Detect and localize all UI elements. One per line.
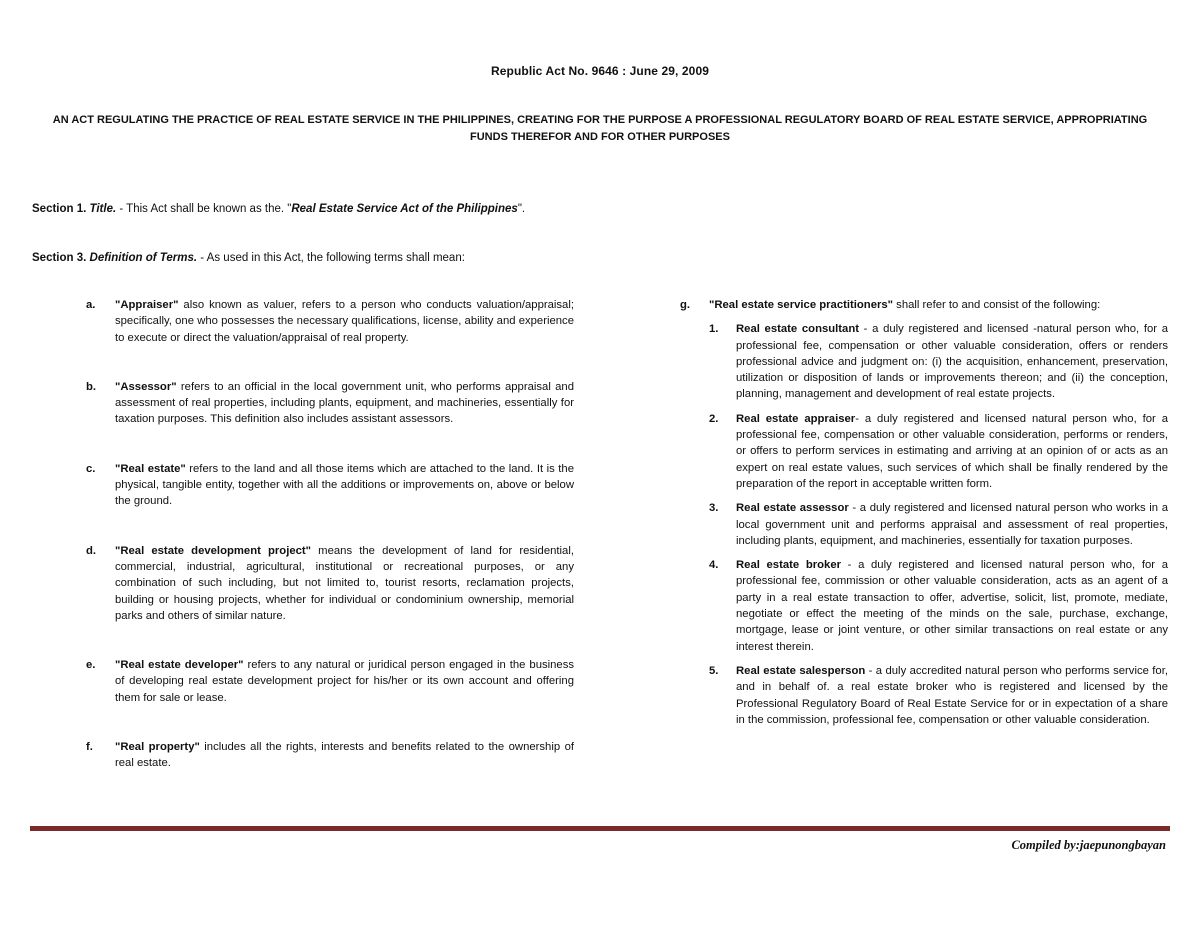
definition-term: "Real estate service practitioners" xyxy=(709,299,894,311)
item-marker: a. xyxy=(86,299,96,311)
practitioner-term: Real estate broker xyxy=(736,559,841,572)
definitions-left-column xyxy=(86,297,574,772)
definitions-right-column xyxy=(680,297,1168,736)
section-3 xyxy=(32,250,465,266)
practitioner-text: - a duly registered and licensed -natural person who, for a professional fee, compensation or other valuable consideration, offers or renders professional advice and judgment on: (i) the acquisition, enhancement, preservation, utilization or disposition of lands or improvements thereon; and (ii) the conception, planning, management and development of real estate projects. xyxy=(736,323,1168,401)
footer-divider xyxy=(30,826,1170,831)
practitioner-number: 1. xyxy=(709,323,719,336)
definition-item xyxy=(86,461,574,510)
definition-item xyxy=(86,543,574,624)
section-1-heading: Title. xyxy=(89,203,117,215)
section-3-text: - As used in this Act, the following terms shall mean: xyxy=(197,252,465,264)
practitioners-list xyxy=(709,321,1168,728)
definition-item xyxy=(680,297,1168,728)
section-3-heading: Definition of Terms. xyxy=(89,252,198,264)
practitioner-item xyxy=(709,663,1168,728)
practitioner-number: 3. xyxy=(709,502,719,515)
definition-text: shall refer to and consist of the following: xyxy=(893,299,1101,311)
item-marker: c. xyxy=(86,462,96,475)
definition-term: "Real estate" xyxy=(115,462,186,475)
practitioner-text: - a duly registered and licensed natural person who, for a professional fee, commission or other valuable consideration, acts as an agent of a party in a real estate transaction to offer, advertise, solicit, list, promote, mediate, negotiate or effect the meeting of the minds on the sale, purchase, exchange, mortgage, lease or joint venture, or other similar transactions on real estate or any interest therein. xyxy=(736,559,1168,653)
definition-text: includes all the rights, interests and benefits related to the ownership of real estate. xyxy=(115,741,574,770)
section-1 xyxy=(32,201,525,217)
definition-item xyxy=(86,739,574,772)
definition-term: "Real estate developer" xyxy=(115,659,244,672)
practitioner-number: 2. xyxy=(709,412,719,425)
document-title: Republic Act No. 9646 : June 29, 2009 xyxy=(490,64,709,78)
practitioner-number: 5. xyxy=(709,664,719,677)
definition-item xyxy=(86,297,574,346)
item-marker: f. xyxy=(86,741,93,754)
section-1-text-before: - This Act shall be known as the. " xyxy=(116,203,292,215)
practitioner-text: - a duly registered and licensed natural person who works in a local government unit and performs appraisal and assessment of real properties, including plants, equipment, and machineries, essentially for taxation purposes. xyxy=(736,502,1168,547)
definition-term: "Real estate development project" xyxy=(115,544,312,557)
practitioner-item xyxy=(709,557,1168,655)
item-marker: d. xyxy=(86,544,97,557)
definition-item xyxy=(86,379,574,428)
definition-text: refers to an official in the local government unit, who performs appraisal and assessment of real properties, including plants, equipment, and machineries, essentially for taxation purposes. This definition also includes assistant assessors. xyxy=(115,380,574,426)
practitioner-term: Real estate salesperson xyxy=(736,664,866,677)
compiled-by-credit: Compiled by:jaepunongbayan xyxy=(1011,838,1166,852)
item-marker: g. xyxy=(680,299,691,311)
item-marker: e. xyxy=(86,659,96,672)
definition-text: means the development of land for residential, commercial, industrial, agricultural, institutional or recreational purposes, or any combination of such including, but not limited to, tourist resorts, reclamation projects, building or housing projects, whether for individual or condominium ownership, memorial parks and others of similar nature. xyxy=(115,544,574,622)
section-1-text-after: ". xyxy=(517,203,526,215)
item-marker: b. xyxy=(86,380,97,393)
practitioner-number: 4. xyxy=(709,559,719,572)
practitioner-item xyxy=(709,411,1168,492)
practitioner-text: - a duly registered and licensed natural person who, for a professional fee, compensation or other valuable consideration, performs or renders, or offers to perform services in estimating and arriving at an opinion of or acts as an expert on real estate values, such services of which shall be finally rendered by the preparation of the report in acceptable written form. xyxy=(736,412,1168,490)
definition-text: refers to the land and all those items which are attached to the land. It is the physical, tangible entity, together with all the additions or improvements on, above or below the ground. xyxy=(115,462,574,508)
section-3-label: Section 3. xyxy=(32,252,87,264)
practitioner-term: Real estate appraiser xyxy=(736,412,856,425)
practitioner-text: - a duly accredited natural person who performs service for, and in behalf of. a real estate broker who is registered and licensed by the Professional Regulatory Board of Real Estate Service for or in expectation of a share in the commission, professional fee, compensation or other valuable consideration. xyxy=(736,664,1168,726)
section-1-label: Section 1. xyxy=(32,203,87,215)
practitioner-term: Real estate consultant xyxy=(736,323,859,336)
document-subtitle: AN ACT REGULATING THE PRACTICE OF REAL ESTATE SERVICE IN THE PHILIPPINES, CREATING FOR THE PURPOSE A PROFESSIONAL REGULATORY BOARD OF REAL ESTATE SERVICE, APPROPRIATING FUNDS THEREFOR AND FOR OTHER PURPOSES xyxy=(52,114,1148,143)
definition-text: also known as valuer, refers to a person who conducts valuation/appraisal; specifically, one who possesses the necessary qualifications, license, ability and experience to execute or direct the valuation/appraisal of real property. xyxy=(115,299,574,344)
practitioner-item xyxy=(709,500,1168,549)
definition-term: "Appraiser" xyxy=(115,299,179,311)
definition-item xyxy=(86,657,574,706)
definition-term: "Assessor" xyxy=(115,380,177,393)
definition-term: "Real property" xyxy=(115,741,200,754)
practitioner-term: Real estate assessor xyxy=(736,502,849,515)
definition-text: refers to any natural or juridical person engaged in the business of developing real estate development project for his/her or its own account and offering them for sale or lease. xyxy=(115,659,575,704)
practitioner-item xyxy=(709,321,1168,402)
section-1-act-title: Real Estate Service Act of the Philippines xyxy=(291,203,518,215)
